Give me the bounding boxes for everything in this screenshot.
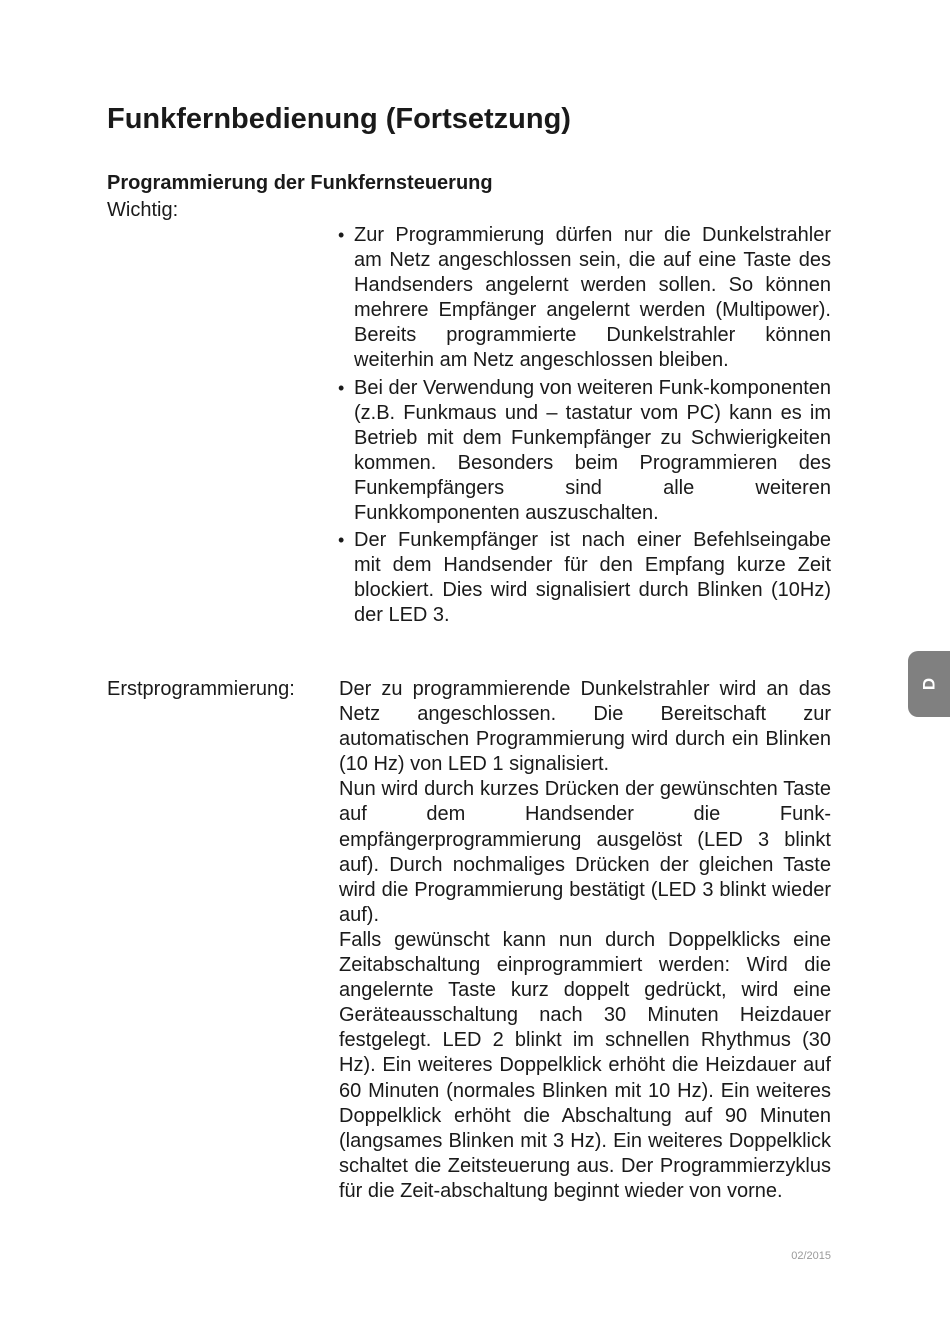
list-item — [336, 528, 831, 628]
page-title: Funkfernbedienung (Fortsetzung) — [107, 103, 571, 135]
bullet-text: Zur Programmierung dürfen nur die Dunkelstrahler am Netz angeschlossen sein, die auf eine Taste des Handsenders angelernt werden sollen. So können mehrere Empfänger angelernt werden (Multipower). Bereits programmierte Dunkelstrahler können weiterhin am Netz angeschlossen bleiben. — [354, 224, 831, 372]
paragraph: Der zu programmierende Dunkelstrahler wird an das Netz angeschlossen. Die Bereitschaft zur automatischen Programmierung wird durch ein Blinken (10 Hz) von LED 1 signalisiert. — [339, 678, 831, 776]
language-tab — [908, 651, 950, 717]
bullet-text: Der Funkempfänger ist nach einer Befehlseingabe mit dem Handsender für den Empfang kurze Zeit blockiert. Dies wird signalisiert durch Blinken (10Hz) der LED 3. — [354, 529, 831, 627]
first-programming-label: Erstprogrammierung: — [107, 678, 295, 700]
important-notes-list — [336, 223, 831, 631]
bullet-icon: • — [338, 377, 345, 398]
bullet-icon: • — [338, 530, 345, 551]
section-heading: Programmierung der Funkfernsteuerung — [107, 172, 493, 194]
important-label: Wichtig: — [107, 199, 179, 221]
paragraph: Nun wird durch kurzes Drücken der gewünschten Taste auf dem Handsender die Funk-empfängerprogrammierung ausgelöst (LED 3 blinkt auf). Durch nochmaliges Drücken der gleichen Taste wird die Programmierung bestätigt (LED 3 blinkt wieder auf). — [339, 778, 831, 926]
bullet-text: Bei der Verwendung von weiteren Funk-komponenten (z.B. Funkmaus und – tastatur vom PC) kann es im Betrieb mit dem Funkempfänger zu Schwierigkeiten kommen. Besonders beim Programmieren des Funkempfängers sind alle weiteren Funkkomponenten auszuschalten. — [354, 376, 831, 525]
paragraph: Falls gewünscht kann nun durch Doppelklicks eine Zeitabschaltung einprogrammiert werden: Wird die angelernte Taste kurz doppelt gedrückt, wird eine Geräteausschaltung nach 30 Minuten Heizdauer festgelegt. LED 2 blinkt im schnellen Rhythmus (30 Hz). Ein weiteres Doppelklick erhöht die Heizdauer auf 60 Minuten (normales Blinken mit 10 Hz). Ein weiteres Doppelklick erhöht die Abschaltung auf 90 Minuten (langsames Blinken mit 3 Hz). Ein weiteres Doppelklick schaltet die Zeitsteuerung aus. Der Programmierzyklus für die Zeit-abschaltung beginnt wieder von vorne. — [339, 928, 831, 1202]
list-item — [336, 376, 831, 527]
list-item — [336, 223, 831, 374]
language-tab-label: D — [919, 677, 939, 691]
footer-date: 02/2015 — [791, 1250, 831, 1262]
bullet-icon: • — [338, 225, 345, 245]
first-programming-text — [339, 677, 831, 1204]
